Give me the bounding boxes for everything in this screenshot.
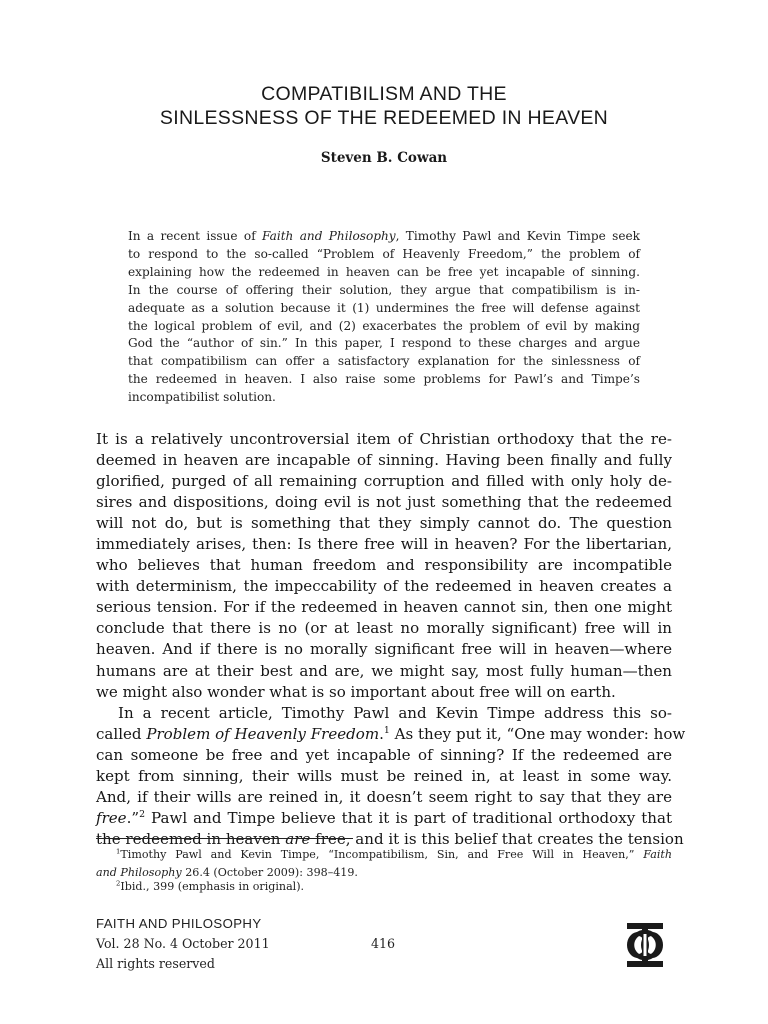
body-line: free.”$^2$ Pawl and Timpe believe that it is part of traditional orthodoxy that [96,808,672,827]
body-line: kept from sinning, their wills must be reined in, at least in some way. [96,766,672,785]
abstract [128,228,640,407]
page-number: 416 [371,936,396,951]
body-line: In a recent article, Timothy Pawl and Kevin Timpe address this so- [118,703,672,722]
author-name: Steven B. Cowan [320,150,448,166]
paragraph-2 [96,703,686,850]
footnote-number: 1 [116,847,121,856]
body-line: will not do, but is something that they simply cannot do. The question [96,514,672,533]
body-line: the redeemed in heaven are free, and it is this belief that creates the tension [96,829,684,848]
body-line: heaven. And if there is no morally significant free will in heaven—where [96,640,672,659]
body-line: deemed in heaven are incapable of sinning. Having been finally and fully [96,451,672,470]
abstract-line: God the “author of sin.” In this paper, I respond to these charges and argue [128,336,640,351]
body-line: with determinism, the impeccability of the redeemed in heaven creates a [96,577,672,596]
body-line: glorified, purged of all remaining corruption and filled with only holy de- [96,472,672,491]
footnote-2: $^2$Ibid., 399 (emphasis in original). [116,879,305,893]
body-line: conclude that there is no (or at least no morally significant) free will in [96,619,672,638]
journal-name: FAITH AND PHILOSOPHY [96,916,262,931]
body-line: It is a relatively uncontroversial item of Christian orthodoxy that the re- [96,430,672,448]
footnote-divider [96,838,353,839]
rights-notice: All rights reserved [96,956,215,971]
abstract-line: explaining how the redeemed in heaven can be free yet incapable of sinning. [128,264,640,279]
footnote-number: 2 [116,879,121,888]
body-line: called Problem of Heavenly Freedom.$^1$ As they put it, “One may wonder: how [96,724,686,743]
abstract-line: to respond to the so-called “Problem of Heavenly Freedom,” the problem of [128,246,640,261]
body-text [96,429,686,850]
body-line: we might also wonder what is so important about free will on earth. [96,682,616,701]
abstract-line: incompatibilist solution. [128,390,276,405]
journal-title: Faith and Philosophy [262,229,396,243]
article-title-line-1: COMPATIBILISM AND THE [261,83,507,105]
abstract-line: In the course of offering their solution, they argue that compatibilism is in- [128,282,640,297]
body-line: And, if their wills are reined in, it doesn’t seem right to say that they are [96,787,672,806]
body-line: sires and dispositions, doing evil is not just something that the redeemed [96,493,672,512]
body-line: humans are at their best and are, we might say, most fully human—then [96,661,672,680]
volume-info: Vol. 28 No. 4 October 2011 [96,936,270,951]
footnote-ref-1: 1 [383,724,390,736]
paragraph-1 [96,429,672,703]
abstract-line: In a recent issue of Faith and Philosophy, Timothy Pawl and Kevin Timpe seek [128,229,640,243]
footnote-ref-2: 2 [139,808,145,820]
footnote-1: $^1$Timothy Pawl and Kevin Timpe, “Incompatibilism, Sin, and Free Will in Heaven,” Faith and Philosophy 26.4 (October 2009): 398–419. [96,847,672,879]
body-line: can someone be free and yet incapable of sinning? If the redeemed are [96,745,672,764]
abstract-line: the redeemed in heaven. I also raise some problems for Pawl’s and Timpe’s [128,372,640,387]
abstract-line: the logical problem of evil, and (2) exacerbates the problem of evil by making [128,318,640,333]
body-line: who believes that human freedom and responsibility are incompatible [96,556,672,575]
society-christian-philosophers-seal-icon [617,920,673,970]
body-line: serious tension. For if the redeemed in heaven cannot sin, then one might [96,598,672,617]
body-line: immediately arises, then: Is there free will in heaven? For the libertarian, [96,535,672,554]
abstract-line: that compatibilism can offer a satisfactory explanation for the sinlessness of [128,354,640,369]
article-title-line-2: SINLESSNESS OF THE REDEEMED IN HEAVEN [159,107,609,129]
abstract-line: adequate as a solution because it (1) undermines the free will defense against [128,300,640,315]
